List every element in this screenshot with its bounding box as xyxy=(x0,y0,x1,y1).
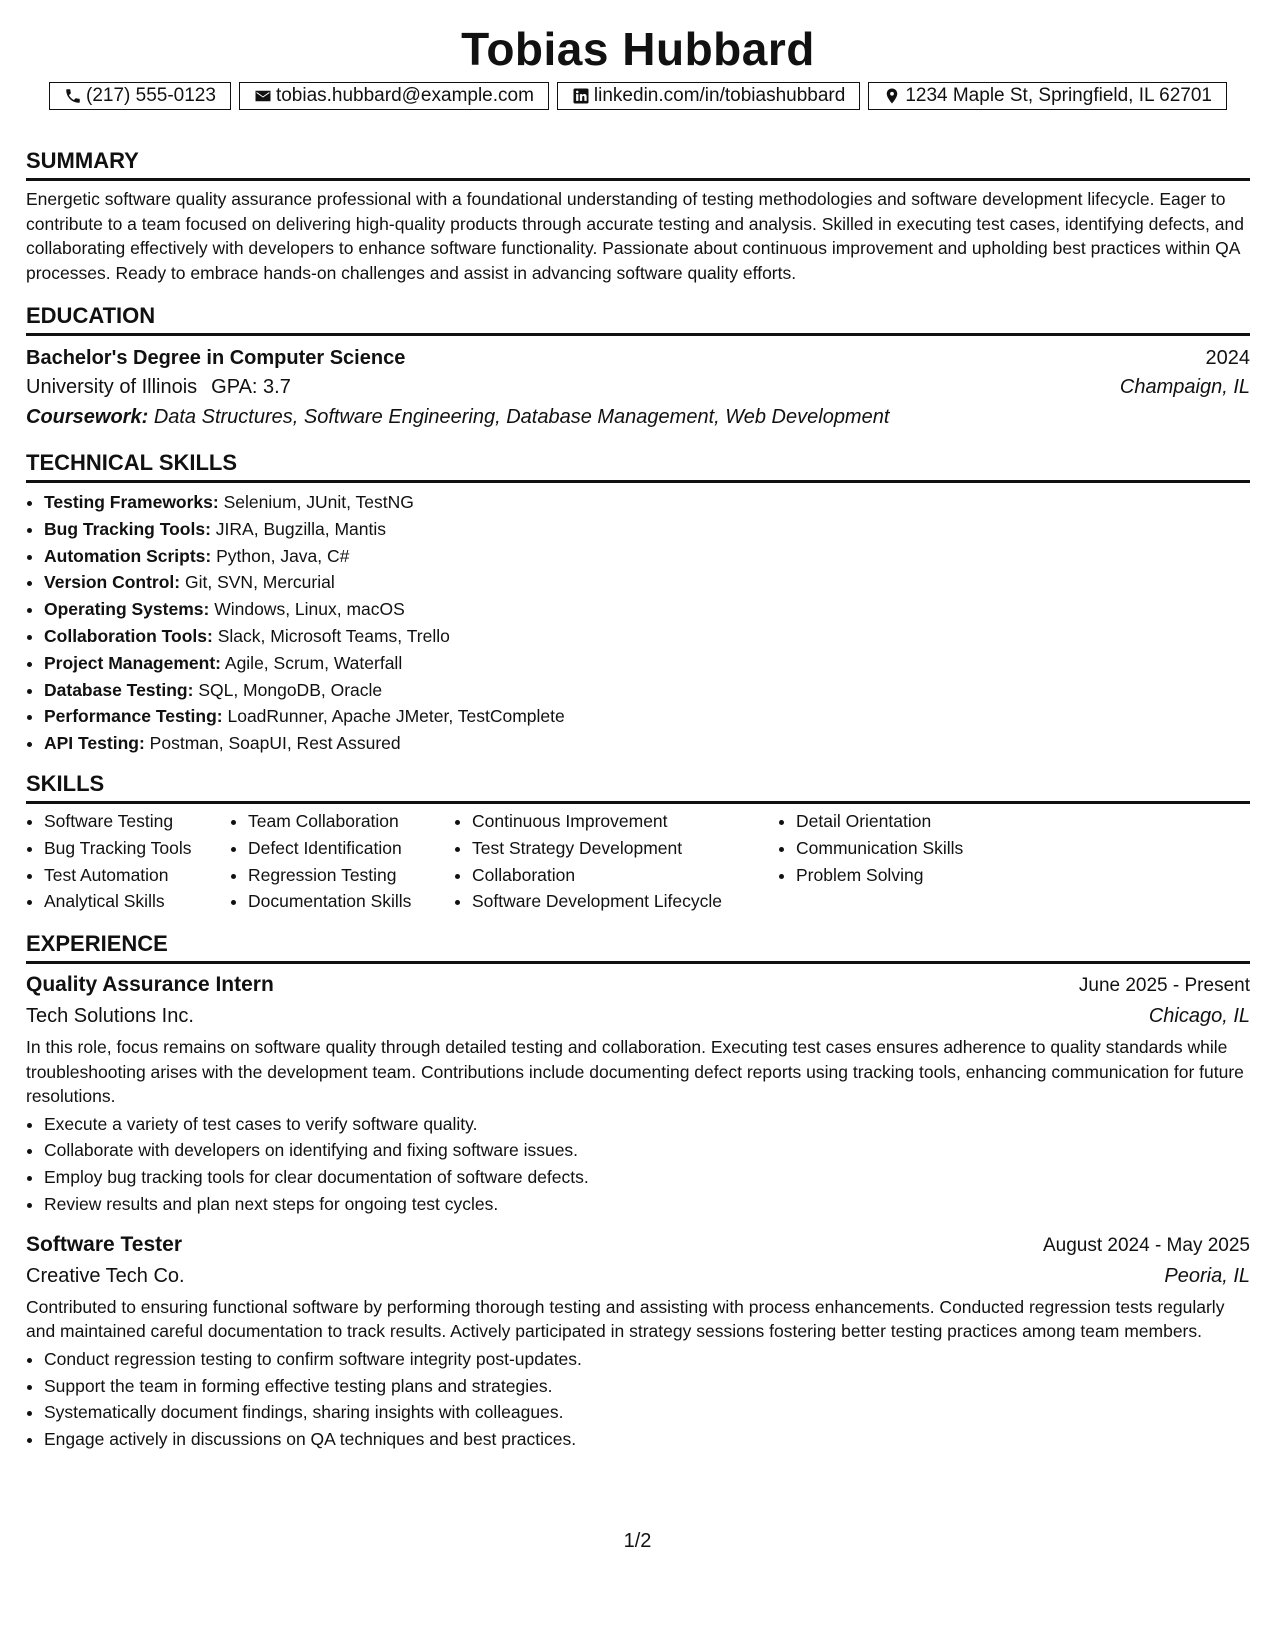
contact-email[interactable] xyxy=(239,82,549,110)
list-item: • Software Testing xyxy=(44,808,230,835)
summary-text: Energetic software quality assurance professional with a foundational understanding of testing methodologies and software development lifecycle. Eager to contribute to a team focused on delivering high-quality products through accurate testing and analysis. Skilled in executing test cases, identifying defects, and collaborating effectively with developers to enhance software functionality. Passionate about continuous improvement and upholding best practices within QA processes. Ready to embrace hands-on challenges and assist in advancing software quality efforts. xyxy=(26,189,1244,283)
skills-column-3 xyxy=(454,808,778,915)
skill-label: Performance Testing: xyxy=(44,706,223,727)
contact-bar xyxy=(26,82,1250,110)
list-item: • Review results and plan next steps for ongoing test cycles. xyxy=(44,1191,1250,1218)
contact-linkedin-text: linkedin.com/in/tobiashubbard xyxy=(593,85,846,106)
list-item: • Defect Identification xyxy=(248,835,454,862)
skill-label: Collaboration Tools: xyxy=(44,625,213,646)
education-heading: EDUCATION xyxy=(26,303,1250,336)
job-title: Quality Assurance Intern xyxy=(26,973,274,997)
list-item: • Engage actively in discussions on QA techniques and best practices. xyxy=(44,1426,1250,1453)
list-item: • Regression Testing xyxy=(248,862,454,889)
skill-value: Postman, SoapUI, Rest Assured xyxy=(149,733,401,754)
list-item: • Conduct regression testing to confirm software integrity post-updates. xyxy=(44,1346,1250,1373)
contact-phone-text: (217) 555-0123 xyxy=(86,85,216,106)
contact-phone[interactable] xyxy=(49,82,231,110)
skill-value: LoadRunner, Apache JMeter, TestComplete xyxy=(227,706,565,727)
coursework-list: Data Structures, Software Engineering, Database Management, Web Development xyxy=(153,406,890,428)
list-item: • Test Strategy Development xyxy=(472,835,778,862)
skill-value: Git, SVN, Mercurial xyxy=(185,572,335,593)
skill-label: Testing Frameworks: xyxy=(44,492,219,512)
list-item: • Test Automation xyxy=(44,862,230,889)
list-item xyxy=(44,489,1250,516)
list-item xyxy=(44,543,1250,570)
skills-heading: SKILLS xyxy=(26,771,1250,804)
contact-linkedin[interactable] xyxy=(557,82,860,110)
skills-column-4 xyxy=(778,808,1096,915)
job-title: Software Tester xyxy=(26,1232,182,1256)
skill-value: Slack, Microsoft Teams, Trello xyxy=(217,625,450,646)
list-item: • Collaborate with developers on identifying and fixing software issues. xyxy=(44,1137,1250,1164)
technical-skills-heading: TECHNICAL SKILLS xyxy=(26,450,1250,483)
list-item: • Employ bug tracking tools for clear documentation of software defects. xyxy=(44,1164,1250,1191)
skill-value: JIRA, Bugzilla, Mantis xyxy=(215,518,386,539)
degree-title: Bachelor's Degree in Computer Science xyxy=(26,347,406,369)
list-item xyxy=(44,650,1250,677)
skill-value: Windows, Linux, macOS xyxy=(214,599,405,620)
job-entry-2 xyxy=(26,1224,1250,1453)
list-item: • Bug Tracking Tools xyxy=(44,835,230,862)
skill-label: Version Control: xyxy=(44,572,181,593)
skill-label: Automation Scripts: xyxy=(44,545,212,566)
list-item: • Analytical Skills xyxy=(44,888,230,915)
list-item: • Continuous Improvement xyxy=(472,808,778,835)
page-number: 1/2 xyxy=(623,1530,652,1552)
gpa: GPA: 3.7 xyxy=(211,376,291,398)
skill-value: Agile, Scrum, Waterfall xyxy=(224,652,403,673)
list-item: • Communication Skills xyxy=(796,835,1096,862)
job-description: In this role, focus remains on software quality through detailed testing and collaboration. Executing test cases ensures adherence to quality standards while troubleshooting arises with the development team. Contributions include documenting defect reports using tracking tools, enhancing communication for future resolutions. xyxy=(26,1037,1244,1107)
job-location: Peoria, IL xyxy=(1164,1264,1250,1287)
list-item xyxy=(44,703,1250,730)
list-item: • Documentation Skills xyxy=(248,888,454,915)
list-item xyxy=(44,516,1250,543)
job-bullets xyxy=(26,1111,1250,1218)
list-item xyxy=(44,596,1250,623)
skills-column-1 xyxy=(26,808,230,915)
summary-heading: SUMMARY xyxy=(26,148,1250,181)
list-item: • Software Development Lifecycle xyxy=(472,888,778,915)
skill-value: SQL, MongoDB, Oracle xyxy=(198,679,383,700)
job-entry-1 xyxy=(26,964,1250,1218)
skill-label: Database Testing: xyxy=(44,679,194,700)
degree-year: 2024 xyxy=(1205,347,1250,369)
list-item xyxy=(44,730,1250,757)
contact-address[interactable] xyxy=(868,82,1227,110)
envelope-icon xyxy=(254,87,272,105)
list-item: • Execute a variety of test cases to verify software quality. xyxy=(44,1111,1250,1138)
school-name: University of Illinois xyxy=(26,376,198,398)
school-location: Champaign, IL xyxy=(1119,376,1250,398)
candidate-name: Tobias Hubbard xyxy=(461,23,815,75)
contact-email-text: tobias.hubbard@example.com xyxy=(275,85,534,106)
list-item xyxy=(44,569,1250,596)
list-item: • Support the team in forming effective testing plans and strategies. xyxy=(44,1373,1250,1400)
job-dates: June 2025 - Present xyxy=(1078,975,1250,997)
technical-skills-list xyxy=(26,489,1250,757)
skill-label: Operating Systems: xyxy=(44,599,210,620)
map-marker-icon xyxy=(883,87,901,105)
skill-label: API Testing: xyxy=(44,733,145,754)
skills-grid xyxy=(26,808,1250,915)
education-entry xyxy=(26,336,1250,372)
coursework xyxy=(26,402,1250,432)
list-item: • Systematically document findings, sharing insights with colleagues. xyxy=(44,1399,1250,1426)
contact-address-text: 1234 Maple St, Springfield, IL 62701 xyxy=(905,85,1212,106)
job-company: Tech Solutions Inc. xyxy=(26,1005,194,1028)
skill-value: Python, Java, C# xyxy=(216,545,350,566)
job-description: Contributed to ensuring functional software by performing thorough testing and assisting with process enhancements. Conducted regression tests regularly and maintained careful documentation to track results. Actively participated in strategy sessions fostering better testing practices among team members. xyxy=(26,1296,1225,1342)
list-item: • Problem Solving xyxy=(796,862,1096,889)
list-item: • Detail Orientation xyxy=(796,808,1096,835)
job-dates: August 2024 - May 2025 xyxy=(1042,1234,1250,1256)
job-bullets xyxy=(26,1346,1250,1453)
list-item xyxy=(44,623,1250,650)
skill-label: Project Management: xyxy=(44,652,221,673)
job-location: Chicago, IL xyxy=(1148,1005,1250,1028)
list-item: • Collaboration xyxy=(472,862,778,889)
phone-icon xyxy=(64,87,82,105)
coursework-label: Coursework: xyxy=(26,406,149,428)
skills-column-2 xyxy=(230,808,454,915)
resume-page xyxy=(26,0,1250,1453)
job-company: Creative Tech Co. xyxy=(26,1264,185,1287)
list-item xyxy=(44,677,1250,704)
experience-heading: EXPERIENCE xyxy=(26,931,1250,964)
skill-value: Selenium, JUnit, TestNG xyxy=(223,492,414,512)
skill-label: Bug Tracking Tools: xyxy=(44,518,211,539)
linkedin-icon xyxy=(572,87,590,105)
list-item: • Team Collaboration xyxy=(248,808,454,835)
